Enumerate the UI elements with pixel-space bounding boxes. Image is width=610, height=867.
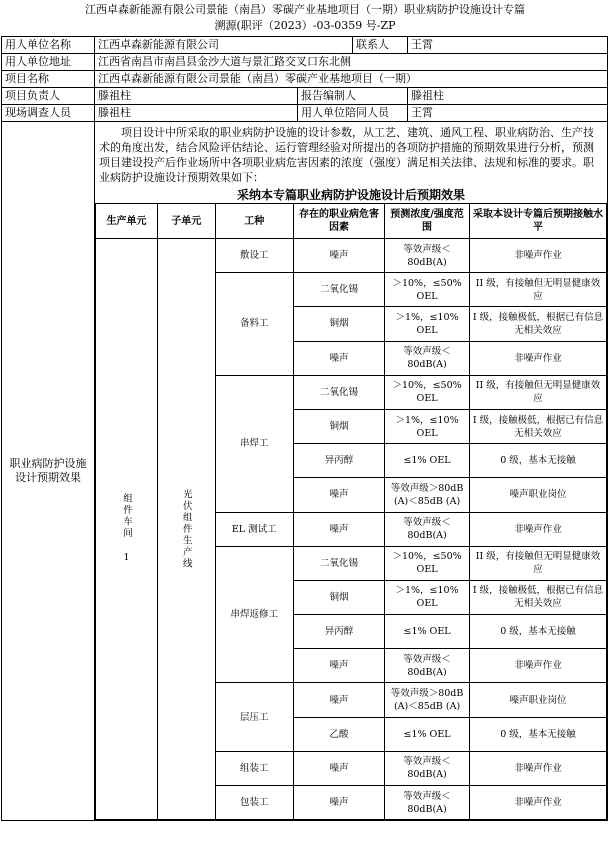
predicted-range-cell: ≤1% OEL <box>385 615 470 649</box>
job-cell: 串焊工 <box>215 375 293 512</box>
hazard-factor-cell: 噪声 <box>293 512 384 546</box>
expected-level-cell: 0 级，基本无接触 <box>469 444 606 478</box>
hazard-factor-cell: 二氧化锡 <box>293 546 384 580</box>
job-cell: 敷设工 <box>215 239 293 273</box>
hazard-factor-cell: 噪声 <box>293 239 384 273</box>
expected-level-cell: 非噪声作业 <box>469 751 606 785</box>
expected-level-cell: I 级，接触极低，根据已有信息无相关效应 <box>469 307 606 341</box>
expected-level-cell: I 级，接触极低，根据已有信息无相关效应 <box>469 409 606 443</box>
predicted-range-cell: ≤1% OEL <box>385 444 470 478</box>
expected-level-cell: 0 级，基本无接触 <box>469 717 606 751</box>
employer-value: 江西卓森新能源有限公司 <box>95 37 353 54</box>
section-row <box>2 122 608 821</box>
lead-label: 项目负责人 <box>2 88 95 105</box>
project-value: 江西卓森新能源有限公司景能（南昌）零碳产业基地项目（一期） <box>95 71 608 88</box>
expected-level-cell: II 级，有接触但无明显健康效应 <box>469 273 606 307</box>
address-value: 江西省南昌市南昌县金沙大道与景汇路交叉口东北侧 <box>95 54 608 71</box>
predicted-range-cell: 等效声级＜80dB(A) <box>385 239 470 273</box>
predicted-range-cell: 等效声级＞80dB (A)＜85dB (A) <box>385 478 470 512</box>
hazard-factor-cell: 噪声 <box>293 786 384 820</box>
job-cell: 组装工 <box>215 751 293 785</box>
predicted-range-cell: ≤1% OEL <box>385 717 470 751</box>
hazard-factor-cell: 铜烟 <box>293 409 384 443</box>
investigator-label: 现场调查人员 <box>2 105 95 122</box>
expected-level-cell: 非噪声作业 <box>469 512 606 546</box>
hazard-factor-cell: 噪声 <box>293 683 384 717</box>
hazard-factor-cell: 异丙醇 <box>293 615 384 649</box>
predicted-range-cell: ＞1%，≤10% OEL <box>385 409 470 443</box>
predicted-range-cell: ＞1%，≤10% OEL <box>385 580 470 614</box>
job-cell: 层压工 <box>215 683 293 751</box>
hazard-factor-cell: 噪声 <box>293 751 384 785</box>
expected-level-cell: I 级，接触极低，根据已有信息无相关效应 <box>469 580 606 614</box>
job-cell: 备料工 <box>215 273 293 376</box>
predicted-range-cell: 等效声级＞80dB (A)＜85dB (A) <box>385 683 470 717</box>
job-cell: 串焊返修工 <box>215 546 293 683</box>
predicted-range-cell: 等效声级＜80dB(A) <box>385 512 470 546</box>
info-row-employer <box>2 37 608 54</box>
escort-value: 王霄 <box>408 105 608 122</box>
expected-level-cell: 非噪声作业 <box>469 649 606 683</box>
expected-level-cell: II 级，有接触但无明显健康效应 <box>469 546 606 580</box>
hazard-factor-cell: 噪声 <box>293 649 384 683</box>
info-row-lead <box>2 88 608 105</box>
contact-value: 王霄 <box>408 37 608 54</box>
expected-level-cell: 0 级，基本无接触 <box>469 615 606 649</box>
predicted-range-cell: ＞10%，≤50% OEL <box>385 375 470 409</box>
effect-header-row <box>96 204 607 239</box>
section-label: 职业病防护设施设计预期效果 <box>2 122 95 821</box>
effect-table-title: 采纳本专篇职业病防护设施设计后预期效果 <box>236 188 465 202</box>
hazard-factor-cell: 二氧化锡 <box>293 375 384 409</box>
hazard-factor-cell: 二氧化锡 <box>293 273 384 307</box>
effect-row <box>96 239 607 273</box>
escort-label: 用人单位陪同人员 <box>298 105 408 122</box>
section-paragraph: 项目设计中所采取的职业病防护设施的设计参数，从工艺、建筑、通风工程、职业病防治、生产技术的角度出发，结合风险评估结论、运行管理经验对所提出的各项防护措施的预期效果进行分析，预测项目建设投产后作业场所中各项职业病危害因素的浓度（强度）满足相关法律、法规和标准的要求。职业病防护设施设计预期效果如下： <box>99 126 594 184</box>
predicted-range-cell: 等效声级＜80dB(A) <box>385 649 470 683</box>
predicted-range-cell: 等效声级＜80dB(A) <box>385 751 470 785</box>
info-table <box>1 36 608 821</box>
title-line-2: 溯源(职评（2023）-03-0359 号-ZP <box>214 19 396 32</box>
document-page <box>1 2 609 821</box>
info-row-project <box>2 71 608 88</box>
predicted-range-cell: ＞10%，≤50% OEL <box>385 546 470 580</box>
title-line-1: 江西卓森新能源有限公司景能（南昌）零碳产业基地项目（一期）职业病防护设施设计专篇 <box>85 3 525 16</box>
production-unit-cell <box>96 239 158 820</box>
expected-level-cell: II 级，有接触但无明显健康效应 <box>469 375 606 409</box>
investigator-value: 滕祖柱 <box>95 105 298 122</box>
hazard-factor-cell: 铜烟 <box>293 580 384 614</box>
hazard-factor-cell: 异丙醇 <box>293 444 384 478</box>
predicted-range-cell: ＞1%，≤10% OEL <box>385 307 470 341</box>
author-label: 报告编制人 <box>298 88 408 105</box>
predicted-range-cell: 等效声级＜80dB(A) <box>385 786 470 820</box>
job-cell: EL 测试工 <box>215 512 293 546</box>
document-title <box>1 2 609 34</box>
employer-label: 用人单位名称 <box>2 37 95 54</box>
lead-value: 滕祖柱 <box>95 88 298 105</box>
address-label: 用人单位地址 <box>2 54 95 71</box>
expected-level-cell: 非噪声作业 <box>469 786 606 820</box>
expected-level-cell: 非噪声作业 <box>469 239 606 273</box>
effect-header-cell: 采取本设计专篇后预期接触水平 <box>469 204 606 239</box>
effect-table <box>95 203 607 820</box>
author-value: 滕祖柱 <box>408 88 608 105</box>
effect-header-cell: 存在的职业病危害因素 <box>293 204 384 239</box>
info-row-address <box>2 54 608 71</box>
contact-label: 联系人 <box>353 37 408 54</box>
effect-header-cell: 生产单元 <box>96 204 158 239</box>
effect-header-cell: 预测浓度/强度范围 <box>385 204 470 239</box>
project-label: 项目名称 <box>2 71 95 88</box>
hazard-factor-cell: 噪声 <box>293 341 384 375</box>
info-row-investigator <box>2 105 608 122</box>
hazard-factor-cell: 噪声 <box>293 478 384 512</box>
production-unit-label: 组件车间 1 <box>120 493 132 566</box>
expected-level-cell: 噪声职业岗位 <box>469 683 606 717</box>
hazard-factor-cell: 乙酸 <box>293 717 384 751</box>
predicted-range-cell: ＞10%，≤50% OEL <box>385 273 470 307</box>
effect-header-cell: 工种 <box>215 204 293 239</box>
expected-level-cell: 非噪声作业 <box>469 341 606 375</box>
subunit-label: 光伏组件生产线 <box>180 488 192 570</box>
expected-level-cell: 噪声职业岗位 <box>469 478 606 512</box>
section-body <box>95 122 608 821</box>
effect-header-cell: 子单元 <box>157 204 215 239</box>
subunit-cell <box>157 239 215 820</box>
job-cell: 包装工 <box>215 786 293 820</box>
predicted-range-cell: 等效声级＜80dB(A) <box>385 341 470 375</box>
hazard-factor-cell: 铜烟 <box>293 307 384 341</box>
